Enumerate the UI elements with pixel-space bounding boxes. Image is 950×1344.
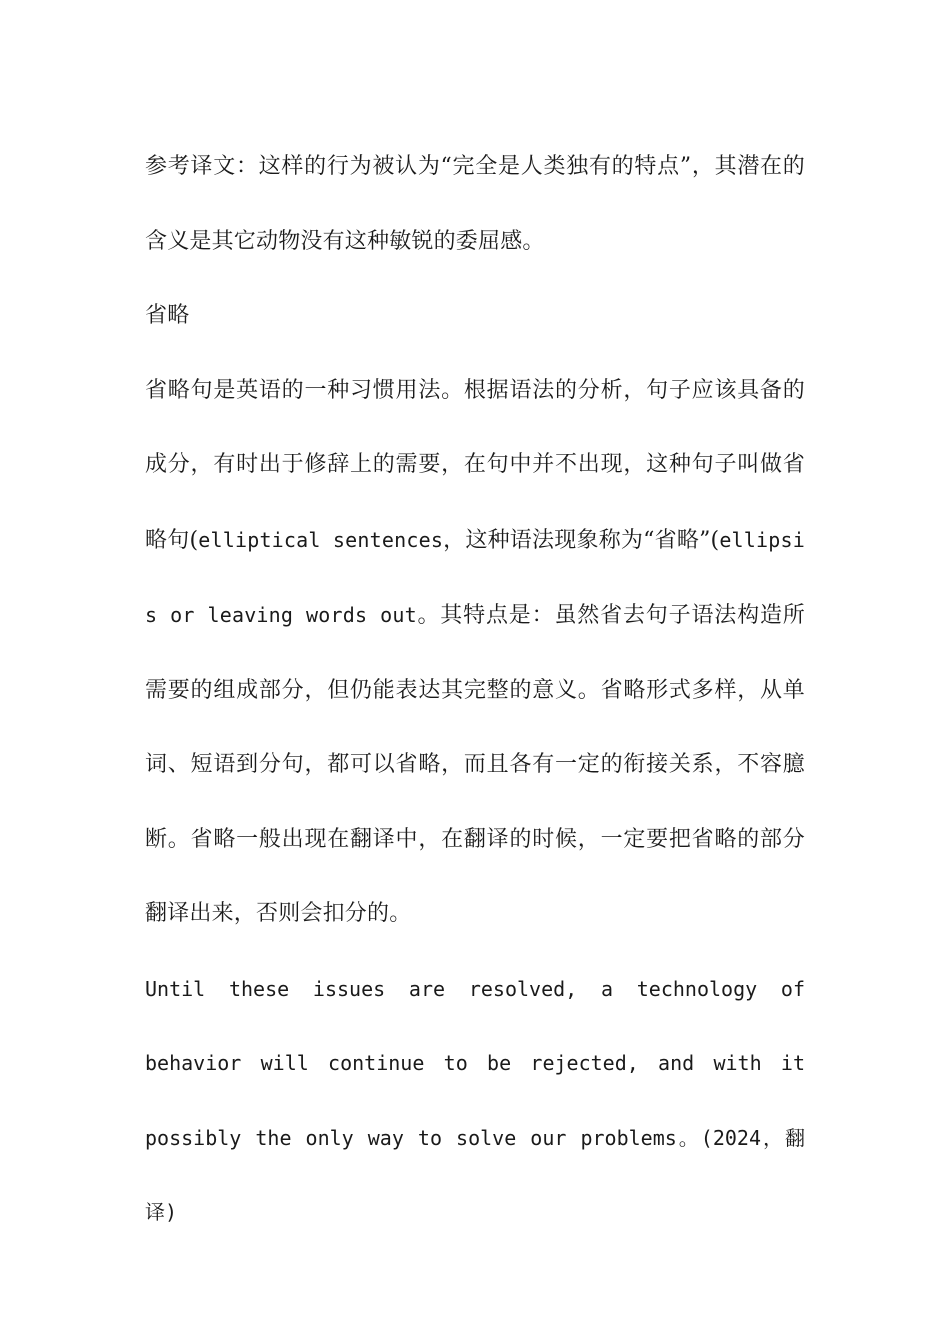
section-heading — [145, 279, 805, 354]
example-sentence-paragraph — [145, 952, 805, 1250]
reference-translation-text: 参考译文：这样的行为被认为“完全是人类独有的特点”，其潜在的含义是其它动物没有这种敏锐的委屈感。 — [145, 154, 805, 254]
ellipsis-explanation-paragraph — [145, 354, 805, 952]
section-heading-text: 省略 — [145, 303, 190, 328]
english-term-ellipsis: ellipsis or leaving words out — [145, 527, 805, 627]
reference-translation-paragraph — [145, 130, 805, 279]
explanation-text-part-3: 。其特点是：虽然省去句子语法构造所需要的组成部分，但仍能表达其完整的意义。省略形式多样，从单词、短语到分句，都可以省略，而且各有一定的衔接关系，不容臆断。省略一般出现在翻译中，在翻译的时候，一定要把省略的部分翻译出来，否则会扣分的。 — [145, 603, 805, 926]
document-body — [145, 130, 805, 1250]
explanation-text-part-2: ，这种语法现象称为“省略”( — [443, 527, 720, 553]
explanation-text-part-1: 省略句是英语的一种习惯用法。根据语法的分析，句子应该具备的成分，有时出于修辞上的需要，在句中并不出现，这种句子叫做省略句( — [145, 377, 805, 553]
english-term-elliptical-sentences: elliptical sentences — [198, 527, 444, 552]
example-sentence-text: Until these issues are resolved, a technology of behavior will continue to be rejected, and with it possibly the only way to solve our problems。(2024，翻译) — [145, 976, 805, 1224]
